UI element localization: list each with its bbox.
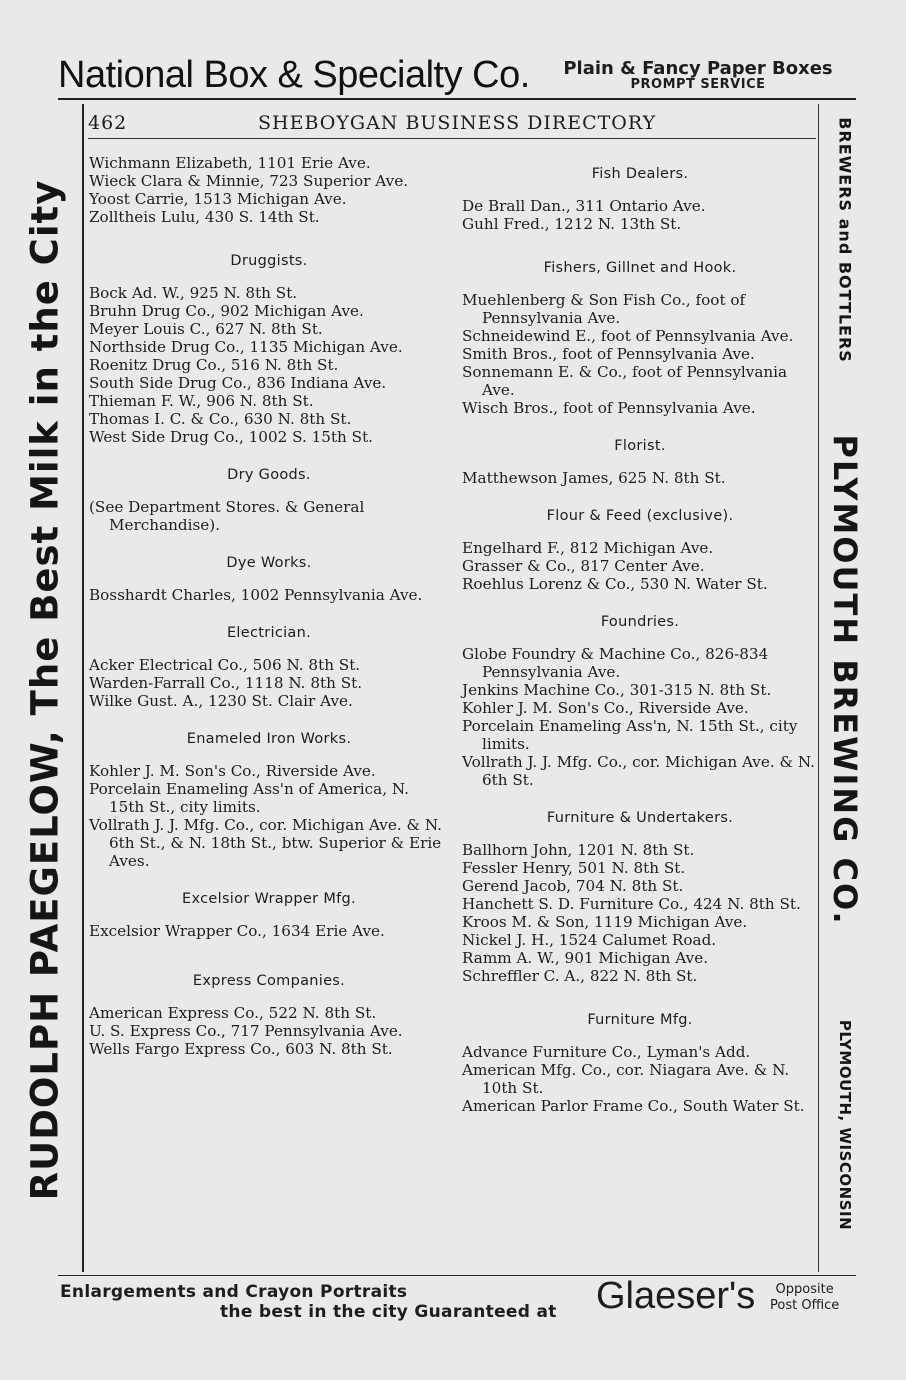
section-heading: Fishers, Gillnet and Hook.	[543, 260, 737, 276]
top-ad-company: National Box & Specialty Co.	[58, 54, 530, 96]
section-heading: Dry Goods.	[227, 467, 311, 483]
list-item: Ballhorn John, 1201 N. 8th St.	[462, 841, 695, 859]
list-item: Acker Electrical Co., 506 N. 8th St.	[89, 656, 361, 674]
right-spine-ad	[818, 100, 872, 1280]
list-item: Schneidewind E., foot of Pennsylvania Ave.	[462, 327, 794, 345]
list-item: (See Department Stores. & General Merchandise).	[89, 498, 365, 534]
list-item: Vollrath J. J. Mfg. Co., cor. Michigan Ave. & N. 6th St., & N. 18th St., btw. Superior & Erie Aves.	[89, 816, 443, 870]
list-item: Wieck Clara & Minnie, 723 Superior Ave.	[89, 172, 409, 190]
list-item: Roenitz Drug Co., 516 N. 8th St.	[89, 356, 339, 374]
list-item: Jenkins Machine Co., 301-315 N. 8th St.	[462, 681, 772, 699]
list-item: Ramm A. W., 901 Michigan Ave.	[462, 949, 709, 967]
list-item: Roehlus Lorenz & Co., 530 N. Water St.	[462, 575, 768, 593]
section-heading: Electrician.	[226, 625, 312, 641]
list-item: Engelhard F., 812 Michigan Ave.	[462, 539, 714, 557]
left-spine-text: RUDOLPH PAEGELOW, The Best Milk in the City	[23, 179, 67, 1201]
list-item: Porcelain Enameling Ass'n, N. 15th St., city limits.	[462, 717, 798, 753]
left-border	[82, 104, 84, 1272]
bottom-ad-note-line2: Post Office	[770, 1298, 840, 1313]
list-item: Wichmann Elizabeth, 1101 Erie Ave.	[89, 154, 371, 172]
section-heading: Furniture & Undertakers.	[546, 810, 734, 826]
right-spine-main: PLYMOUTH BREWING CO.	[826, 434, 864, 926]
list-item: Wisch Bros., foot of Pennsylvania Ave.	[462, 399, 756, 417]
list-item: American Express Co., 522 N. 8th St.	[89, 1004, 377, 1022]
bottom-ad-text	[60, 1282, 557, 1322]
list-item: Sonnemann E. & Co., foot of Pennsylvania Ave.	[462, 363, 788, 399]
list-item: Schreffler C. A., 822 N. 8th St.	[462, 967, 698, 985]
section-heading: Enameled Iron Works.	[186, 731, 352, 747]
section-heading: Excelsior Wrapper Mfg.	[182, 891, 356, 907]
list-item: Warden-Farrall Co., 1118 N. 8th St.	[89, 674, 363, 692]
section-heading: Druggists.	[230, 253, 308, 269]
section-heading: Express Companies.	[192, 973, 346, 989]
list-item: Kroos M. & Son, 1119 Michigan Ave.	[462, 913, 748, 931]
list-item: Grasser & Co., 817 Center Ave.	[462, 557, 705, 575]
list-item: Excelsior Wrapper Co., 1634 Erie Ave.	[89, 922, 385, 940]
list-item: Meyer Louis C., 627 N. 8th St.	[89, 320, 323, 338]
left-spine-ad	[10, 100, 80, 1280]
list-item: Bruhn Drug Co., 902 Michigan Ave.	[89, 302, 364, 320]
list-item: Bosshardt Charles, 1002 Pennsylvania Ave.	[89, 586, 423, 604]
section-heading: Flour & Feed (exclusive).	[546, 508, 734, 524]
list-item: Fessler Henry, 501 N. 8th St.	[462, 859, 686, 877]
list-item: Kohler J. M. Son's Co., Riverside Ave.	[462, 699, 749, 717]
list-item: Zolltheis Lulu, 430 S. 14th St.	[89, 208, 320, 226]
list-item: Globe Foundry & Machine Co., 826-834 Pennsylvania Ave.	[462, 645, 769, 681]
list-item: Thieman F. W., 906 N. 8th St.	[89, 392, 314, 410]
page-number: 462	[88, 112, 128, 134]
list-item: Kohler J. M. Son's Co., Riverside Ave.	[89, 762, 376, 780]
list-item: Yoost Carrie, 1513 Michigan Ave.	[89, 190, 347, 208]
section-heading: Furniture Mfg.	[587, 1012, 693, 1028]
list-item: U. S. Express Co., 717 Pennsylvania Ave.	[89, 1022, 403, 1040]
list-item: Nickel J. H., 1524 Calumet Road.	[462, 931, 717, 949]
bottom-ad-line2: the best in the city Guaranteed at	[220, 1302, 557, 1322]
list-item: American Parlor Frame Co., South Water St.	[462, 1097, 805, 1115]
right-spine-top: BREWERS and BOTTLERS	[835, 117, 855, 363]
list-item: American Mfg. Co., cor. Niagara Ave. & N. 10th St.	[462, 1061, 790, 1097]
bottom-ad-note	[770, 1282, 839, 1314]
header-rule	[88, 138, 816, 139]
list-item: Matthewson James, 625 N. 8th St.	[462, 469, 726, 487]
section-heading: Fish Dealers.	[591, 166, 689, 182]
top-ad-block	[540, 58, 856, 92]
page-title: SHEBOYGAN BUSINESS DIRECTORY	[258, 112, 657, 134]
list-item: Wells Fargo Express Co., 603 N. 8th St.	[89, 1040, 393, 1058]
section-heading: Florist.	[614, 438, 666, 454]
list-item: Hanchett S. D. Furniture Co., 424 N. 8th St.	[462, 895, 801, 913]
top-ad-service: PROMPT SERVICE	[630, 77, 766, 92]
list-item: Muehlenberg & Son Fish Co., foot of Pennsylvania Ave.	[462, 291, 746, 327]
list-item: Bock Ad. W., 925 N. 8th St.	[89, 284, 298, 302]
bottom-ad-line1: Enlargements and Crayon Portraits	[60, 1282, 408, 1302]
list-item: Wilke Gust. A., 1230 St. Clair Ave.	[89, 692, 353, 710]
list-item: West Side Drug Co., 1002 S. 15th St.	[89, 428, 374, 446]
bottom-ad-note-line1: Opposite	[775, 1282, 834, 1297]
list-item: Smith Bros., foot of Pennsylvania Ave.	[462, 345, 755, 363]
top-ad-tagline: Plain & Fancy Paper Boxes	[563, 58, 833, 79]
top-rule	[58, 98, 856, 100]
left-column	[89, 154, 449, 1058]
list-item: De Brall Dan., 311 Ontario Ave.	[462, 197, 706, 215]
list-item: Northside Drug Co., 1135 Michigan Ave.	[89, 338, 403, 356]
list-item: Guhl Fred., 1212 N. 13th St.	[462, 215, 682, 233]
list-item: South Side Drug Co., 836 Indiana Ave.	[89, 374, 387, 392]
list-item: Advance Furniture Co., Lyman's Add.	[462, 1043, 751, 1061]
section-heading: Foundries.	[600, 614, 680, 630]
list-item: Gerend Jacob, 704 N. 8th St.	[462, 877, 684, 895]
list-item: Vollrath J. J. Mfg. Co., cor. Michigan Ave. & N. 6th St.	[462, 753, 816, 789]
list-item: Thomas I. C. & Co., 630 N. 8th St.	[89, 410, 352, 428]
bottom-ad-brand: Glaeser's	[596, 1275, 756, 1317]
section-heading: Dye Works.	[226, 555, 312, 571]
right-column	[462, 165, 818, 1115]
right-spine-bottom: PLYMOUTH, WISCONSIN	[836, 1019, 854, 1231]
list-item: Porcelain Enameling Ass'n of America, N. 15th St., city limits.	[89, 780, 410, 816]
